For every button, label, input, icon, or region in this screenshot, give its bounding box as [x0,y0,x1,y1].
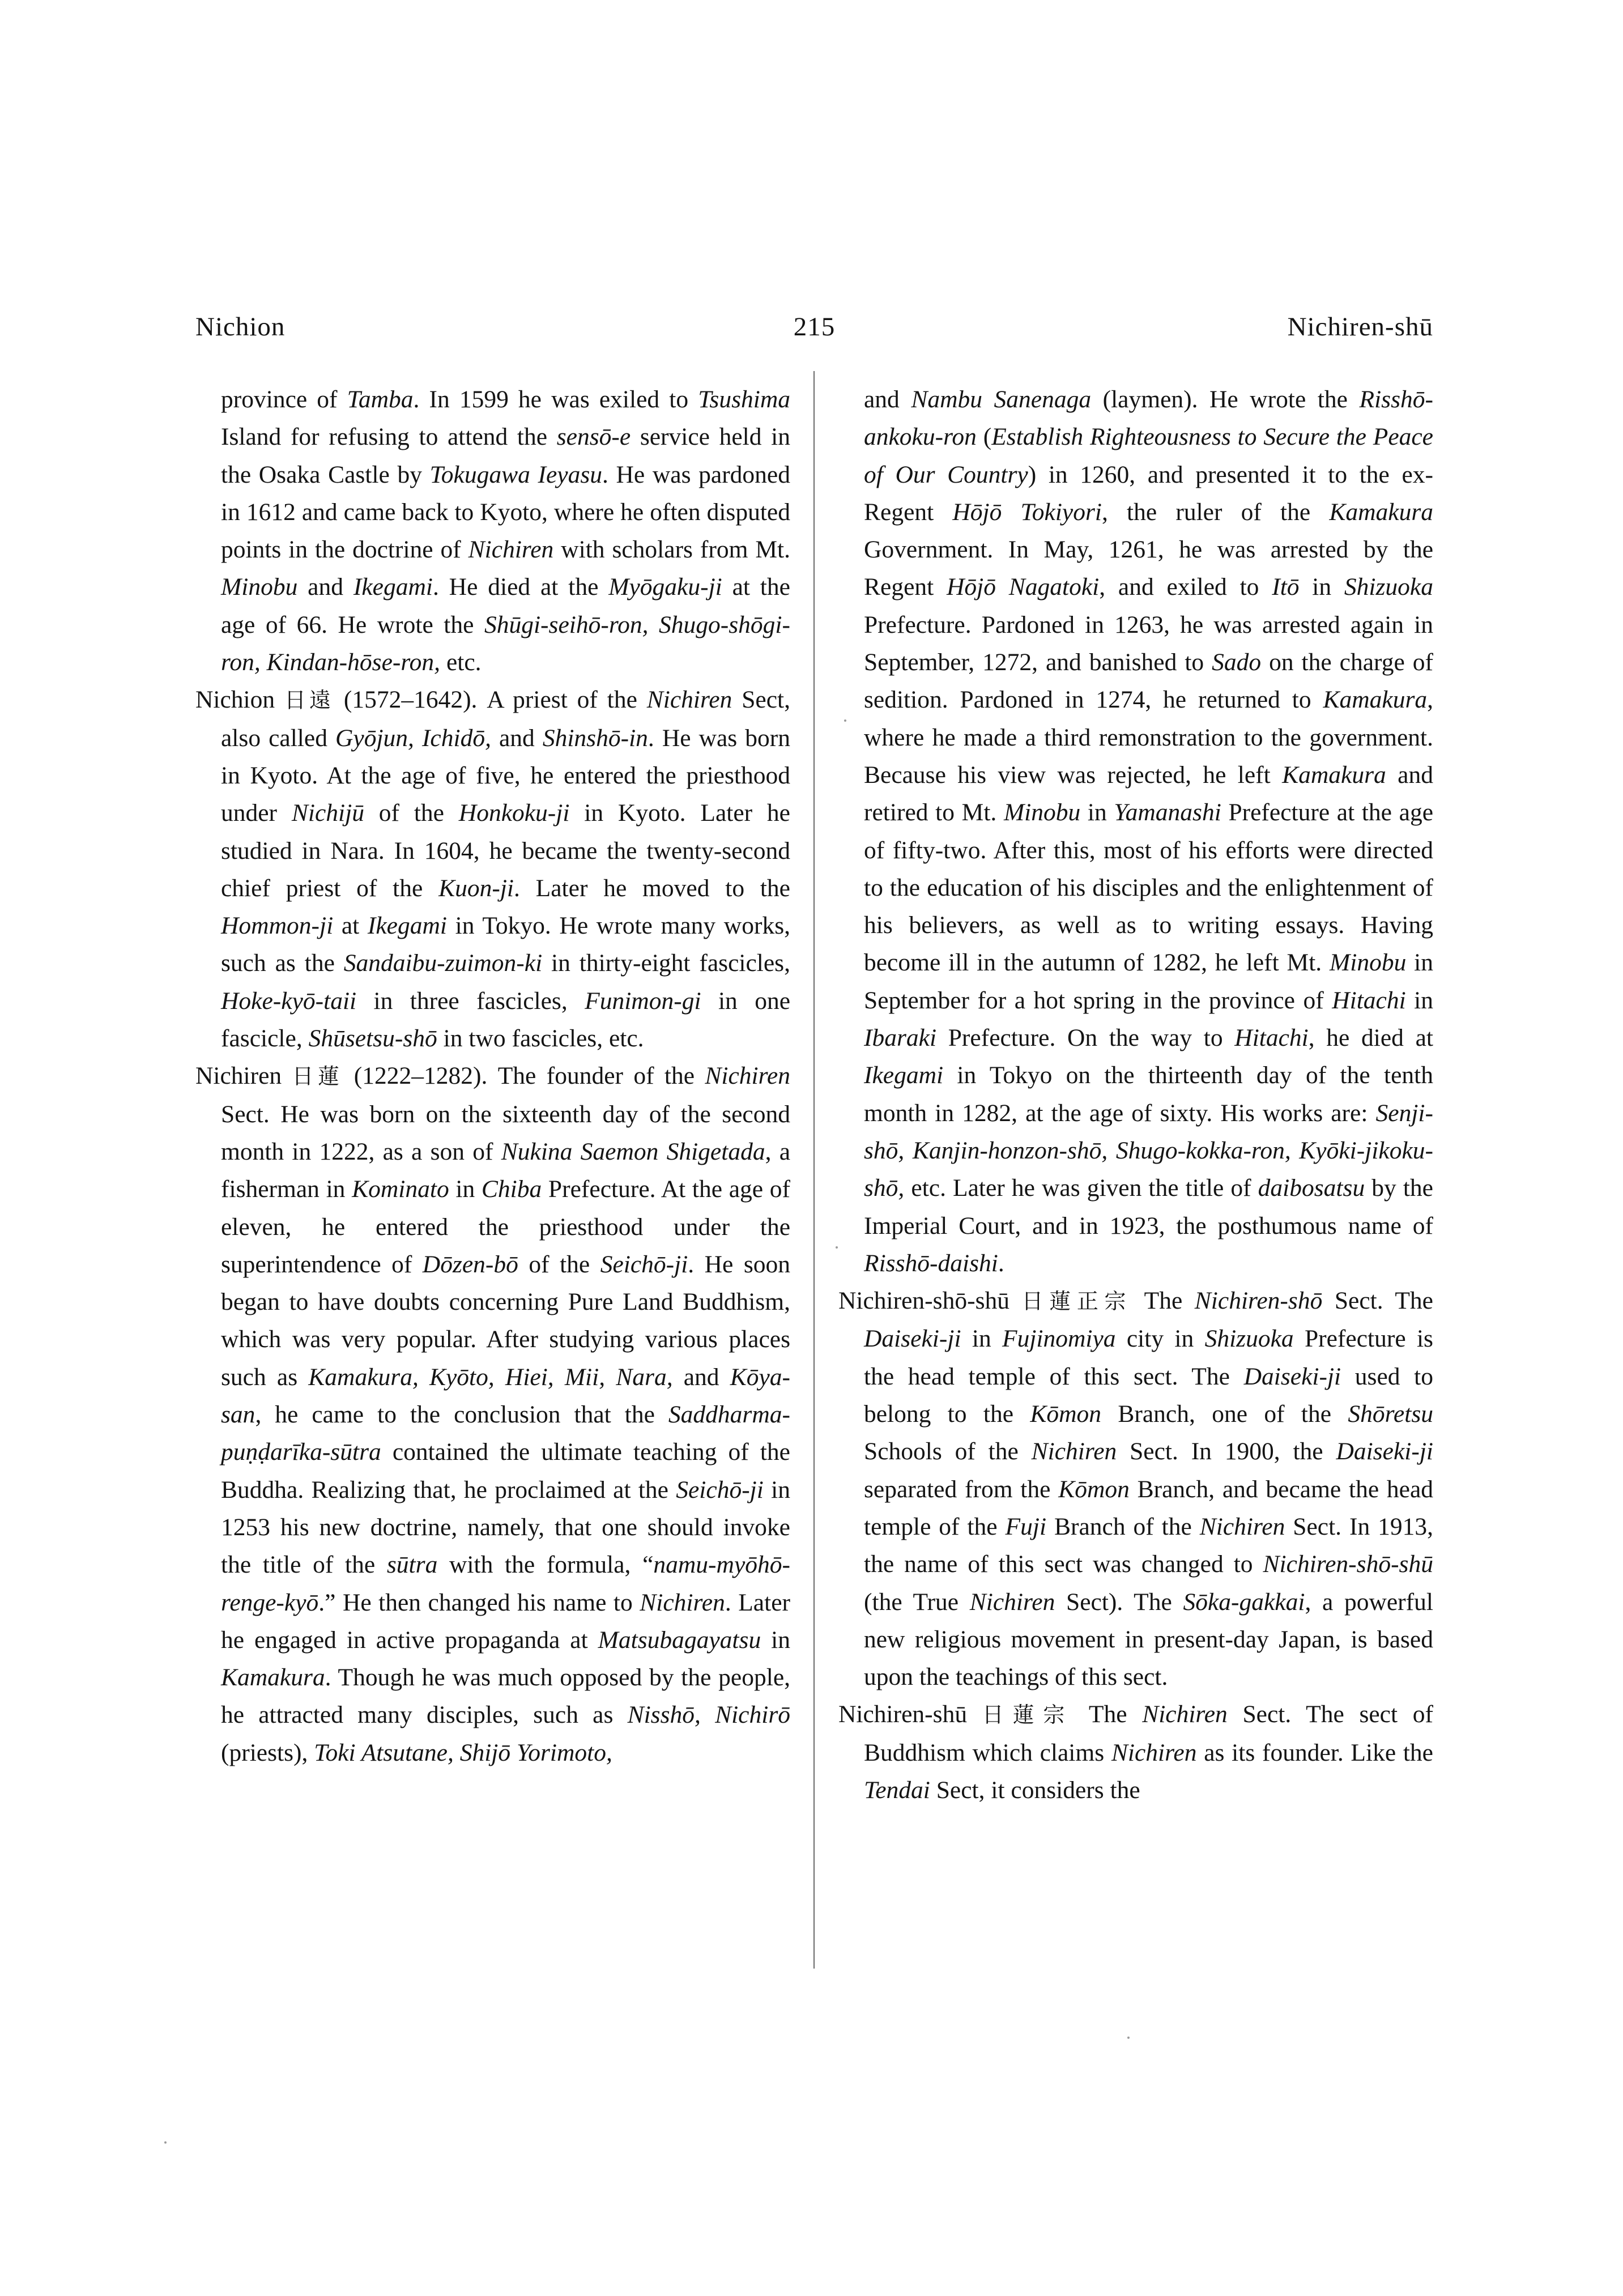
header-left-guide-word: Nichion [195,312,286,342]
entry-nichiren: Nichiren 日蓮 (1222–1282). The founder of the Nichiren Sect. He was born on the sixteenth day of the second month in 1222, as a son of Nukina Saemon Shigetada, a fisherman in Kominato in Chiba Prefecture. At the age of eleven, he entered the priesthood under the superintendence of Dōzen-bō of the Seichō-ji. He soon began to have doubts concerning Pure Land Buddhism, which was very popular. After studying various places such as Kamakura, Kyōto, Hiei, Mii, Nara, and Kōya-san, he came to the conclusion that the Saddharma-puṇḍarīka-sūtra contained the ultimate teaching of the Buddha. Realizing that, he proclaimed at the Seichō-ji in 1253 his new doctrine, namely, that one should invoke the title of the sūtra with the formula, “namu-myōhō-renge-kyō.” He then changed his name to Nichiren. Later he engaged in active propaganda at Matsubagayatsu in Kamakura. Though he was much opposed by the people, he attracted many disciples, such as Nisshō, Nichirō (priests), Toki Atsutane, Shijō Yorimoto, [195,1062,791,1766]
scan-speck [844,719,846,722]
headword-kanji: 日遠 [284,688,334,713]
left-column [195,381,790,1771]
entry-continuation-nichiren: and Nambu Sanenaga (laymen). He wrote the Risshō-ankoku-ron (Establish Righteousness to Secure the Peace of Our Country) in 1260, and presented it to the ex-Regent Hōjō Tokiyori, the ruler of the Kamakura Government. In May, 1261, he was arrested by the Regent Hōjō Nagatoki, and exiled to Itō in Shizuoka Prefecture. Pardoned in 1263, he was arrested again in September, 1272, and banished to Sado on the charge of sedition. Pardoned in 1274, he returned to Kamakura, where he made a third remonstration to the government. Because his view was rejected, he left Kamakura and retired to Mt. Minobu in Yamanashi Prefecture at the age of fifty-two. After this, most of his efforts were directed to the education of his disciples and the enlightenment of his believers, as well as to writing essays. Having become ill in the autumn of 1282, he left Mt. Minobu in September for a hot spring in the province of Hitachi in Ibaraki Prefecture. On the way to Hitachi, he died at Ikegami in Tokyo on the thirteenth day of the tenth month in 1282, at the age of sixty. His works are: Senji-shō, Kanjin-honzon-shō, Shugo-kokka-ron, Kyōki-jikoku-shō, etc. Later he was given the title of daibosatsu by the Imperial Court, and in 1923, the posthumous name of Risshō-daishi. [864,386,1434,1277]
headword: Nichiren [195,1062,282,1090]
right-column [838,381,1433,1809]
header-right-guide-word: Nichiren-shū [1287,312,1433,342]
scan-speck [836,1246,838,1249]
headword-kanji: 日蓮宗 [982,1702,1074,1728]
running-header [195,312,1433,357]
entry-nichiren-shu: Nichiren-shū 日蓮宗 The Nichiren Sect. The sect of Buddhism which claims Nichiren as its founder. Like the Tendai Sect, it considers the [838,1701,1433,1804]
headword: Nichiren-shō-shū [838,1287,1010,1315]
column-divider [813,371,815,1969]
scan-speck [1127,2037,1130,2039]
entry-continuation-nichio: province of Tamba. In 1599 he was exiled to Tsushima Island for refusing to attend the sensō-e service held in the Osaka Castle by Tokugawa Ieyasu. He was pardoned in 1612 and came back to Kyoto, where he often disputed points in the doctrine of Nichiren with scholars from Mt. Minobu and Ikegami. He died at the Myōgaku-ji at the age of 66. He wrote the Shūgi-seihō-ron, Shugo-shōgi-ron, Kindan-hōse-ron, etc. [221,386,791,676]
entry-nichiren-sho-shu: Nichiren-shō-shū 日蓮正宗 The Nichiren-shō Sect. The Daiseki-ji in Fujinomiya city in Shizuoka Prefecture is the head temple of this sect. The Daiseki-ji used to belong to the Kōmon Branch, one of the Shōretsu Schools of the Nichiren Sect. In 1900, the Daiseki-ji separated from the Kōmon Branch, and became the head temple of the Fuji Branch of the Nichiren Sect. In 1913, the name of this sect was changed to Nichiren-shō-shū (the True Nichiren Sect). The Sōka-gakkai, a powerful new religious movement in present-day Japan, is based upon the teachings of this sect. [838,1287,1434,1691]
headword: Nichion [195,686,275,714]
scan-speck [164,2141,167,2144]
page-number: 215 [793,312,836,342]
headword-kanji: 日蓮正宗 [1021,1289,1132,1314]
headword: Nichiren-shū [838,1701,968,1728]
headword-kanji: 日蓮 [292,1064,344,1089]
entry-nichion: Nichion 日遠 (1572–1642). A priest of the Nichiren Sect, also called Gyōjun, Ichidō, and Shinshō-in. He was born in Kyoto. At the age of five, he entered the priesthood under Nichijū of the Honkoku-ji in Kyoto. Later he studied in Nara. In 1604, he became the twenty-second chief priest of the Kuon-ji. Later he moved to the Hommon-ji at Ikegami in Tokyo. He wrote many works, such as the Sandaibu-zuimon-ki in thirty-eight fascicles, Hoke-kyō-taii in three fascicles, Funimon-gi in one fascicle, Shūsetsu-shō in two fascicles, etc. [195,686,790,1053]
